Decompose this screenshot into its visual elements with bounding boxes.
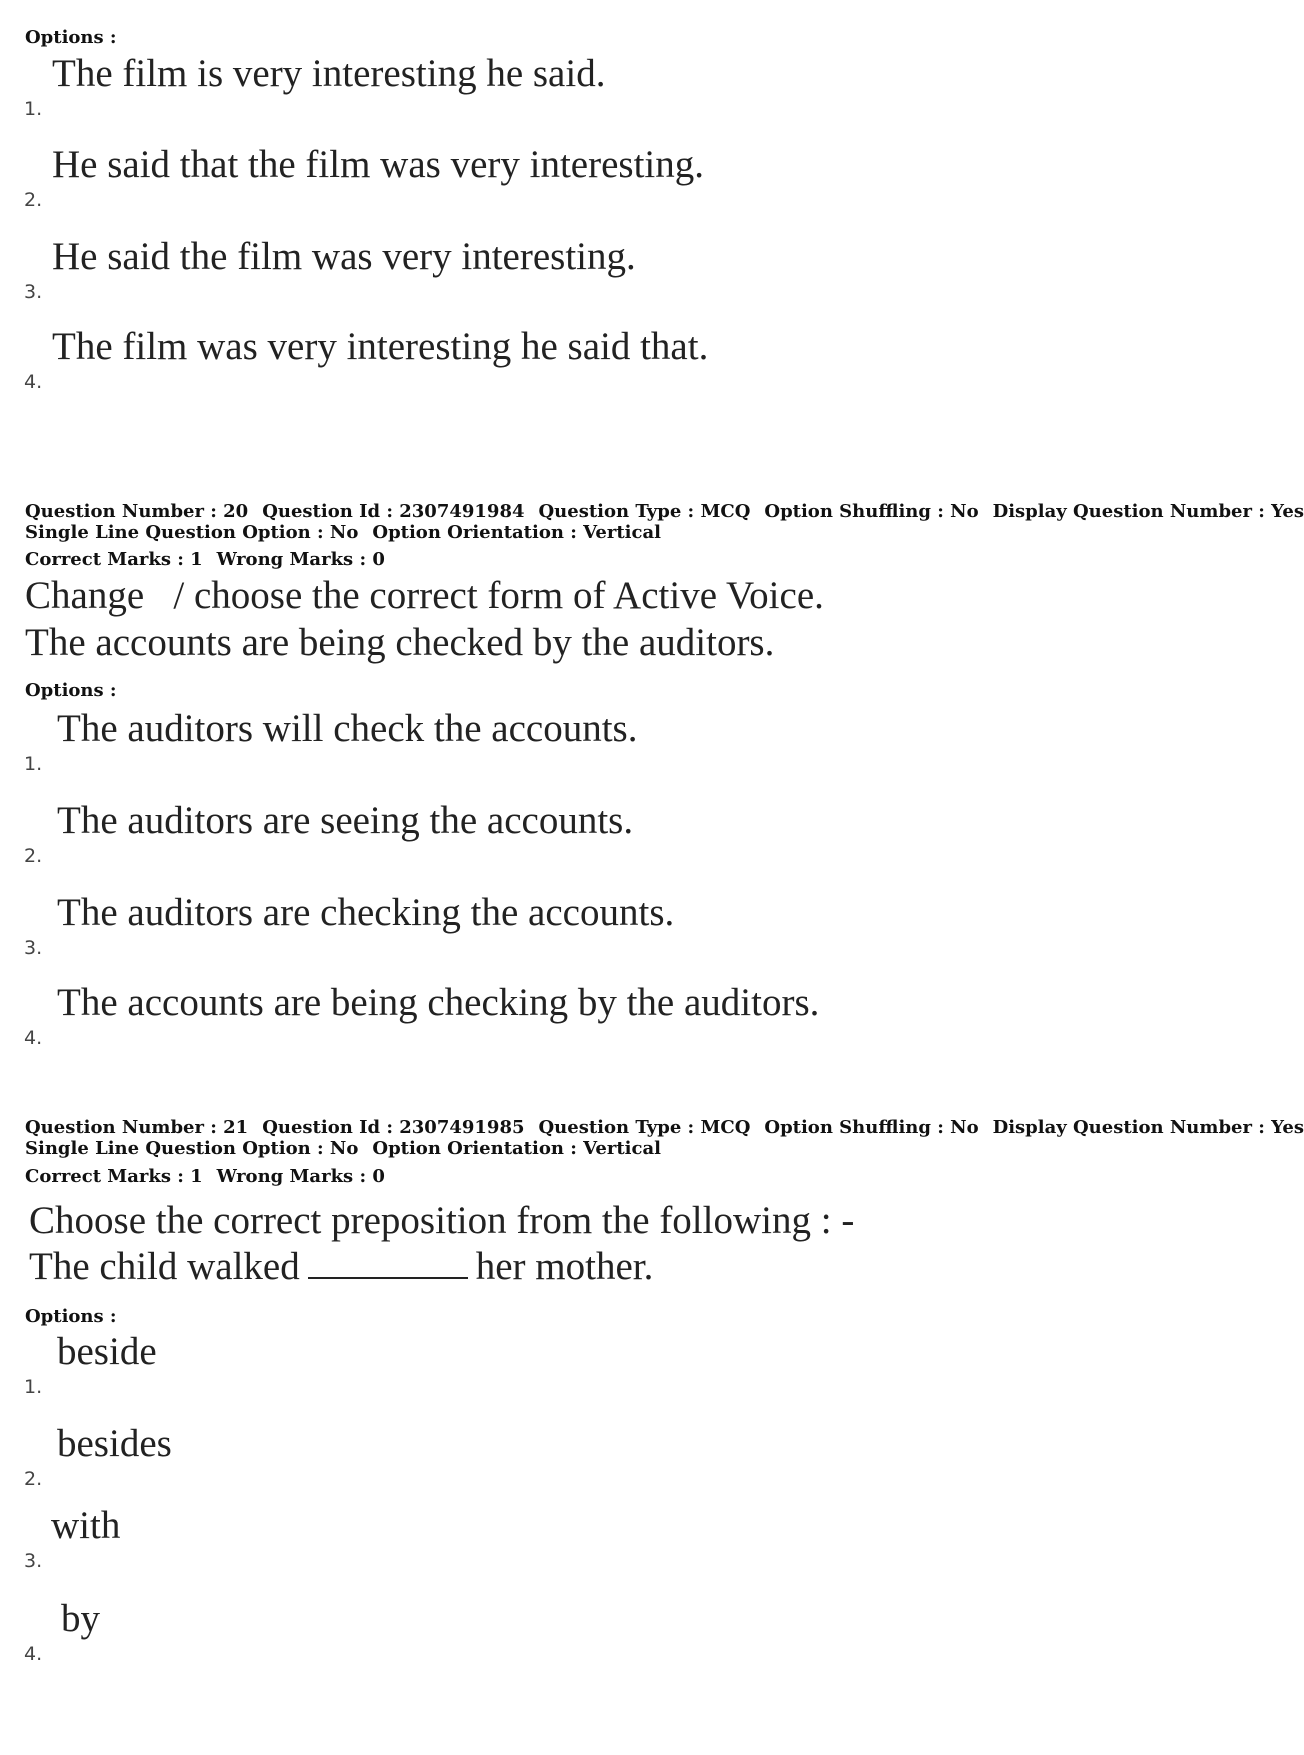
correct-marks: Correct Marks : 1	[25, 1166, 203, 1187]
question-number: Question Number : 20	[25, 501, 249, 522]
option-text: He said that the film was very interesting.	[52, 143, 704, 186]
options-label: Options :	[25, 1306, 117, 1327]
question-marks	[25, 1166, 385, 1187]
wrong-marks: Wrong Marks : 0	[216, 1166, 385, 1187]
option-text: The auditors are checking the accounts.	[57, 891, 675, 934]
option-3[interactable]	[24, 1502, 1124, 1572]
option-2[interactable]	[24, 797, 1124, 867]
question-meta-line-1	[25, 501, 1304, 522]
option-number: 3.	[24, 281, 43, 303]
question-meta-line-2	[25, 1138, 661, 1159]
display-question-number: Display Question Number : Yes	[992, 1117, 1304, 1138]
option-number: 2.	[24, 189, 43, 211]
options-label: Options :	[25, 27, 117, 48]
option-3[interactable]	[24, 889, 1124, 959]
option-text: The film was very interesting he said that.	[52, 325, 709, 368]
option-number: 3.	[24, 937, 43, 959]
single-line-option: Single Line Question Option : No	[25, 522, 359, 543]
option-number: 1.	[24, 98, 43, 120]
display-question-number: Display Question Number : Yes	[992, 501, 1304, 522]
option-shuffling: Option Shuffling : No	[764, 1117, 979, 1138]
wrong-marks: Wrong Marks : 0	[216, 549, 385, 570]
option-number: 2.	[24, 1468, 43, 1490]
option-text: with	[51, 1504, 121, 1547]
question-text-line-1: Choose the correct preposition from the following : -	[29, 1199, 855, 1242]
question-number: Question Number : 21	[25, 1117, 249, 1138]
question-text-before-blank: The child walked	[29, 1245, 300, 1288]
option-orientation: Option Orientation : Vertical	[372, 522, 661, 543]
option-4[interactable]	[24, 979, 1124, 1049]
option-number: 1.	[24, 753, 43, 775]
question-type: Question Type : MCQ	[538, 501, 751, 522]
option-text: by	[61, 1597, 100, 1640]
question-id: Question Id : 2307491985	[262, 1117, 525, 1138]
option-shuffling: Option Shuffling : No	[764, 501, 979, 522]
option-text: beside	[57, 1330, 157, 1373]
option-text: The auditors are seeing the accounts.	[57, 799, 634, 842]
correct-marks: Correct Marks : 1	[25, 549, 203, 570]
question-meta-line-1	[25, 1117, 1304, 1138]
question-marks	[25, 549, 385, 570]
option-1[interactable]	[24, 705, 1124, 775]
option-text: He said the film was very interesting.	[52, 235, 636, 278]
option-number: 4.	[24, 1643, 43, 1665]
option-3[interactable]	[24, 233, 1124, 303]
single-line-option: Single Line Question Option : No	[25, 1138, 359, 1159]
question-text-after-blank: her mother.	[475, 1245, 654, 1288]
option-1[interactable]	[24, 1328, 1124, 1398]
option-number: 4.	[24, 371, 43, 393]
option-text: besides	[57, 1422, 172, 1465]
option-2[interactable]	[24, 1420, 1124, 1490]
options-label: Options :	[25, 680, 117, 701]
answer-blank	[308, 1247, 468, 1279]
option-4[interactable]	[24, 323, 1124, 393]
option-orientation: Option Orientation : Vertical	[372, 1138, 661, 1159]
option-4[interactable]	[24, 1595, 1124, 1665]
option-text: The auditors will check the accounts.	[57, 707, 638, 750]
question-type: Question Type : MCQ	[538, 1117, 751, 1138]
option-2[interactable]	[24, 141, 1124, 211]
question-text-line-2: The accounts are being checked by the auditors.	[25, 621, 775, 664]
question-text-line-1: Change / choose the correct form of Active Voice.	[25, 574, 824, 617]
option-text: The accounts are being checking by the auditors.	[57, 981, 820, 1024]
option-number: 2.	[24, 845, 43, 867]
option-text: The film is very interesting he said.	[52, 52, 606, 95]
question-id: Question Id : 2307491984	[262, 501, 525, 522]
question-text-line-2	[29, 1243, 653, 1290]
option-number: 3.	[24, 1550, 43, 1572]
question-meta-line-2	[25, 522, 661, 543]
option-1[interactable]	[24, 50, 1124, 120]
option-number: 1.	[24, 1376, 43, 1398]
option-number: 4.	[24, 1027, 43, 1049]
